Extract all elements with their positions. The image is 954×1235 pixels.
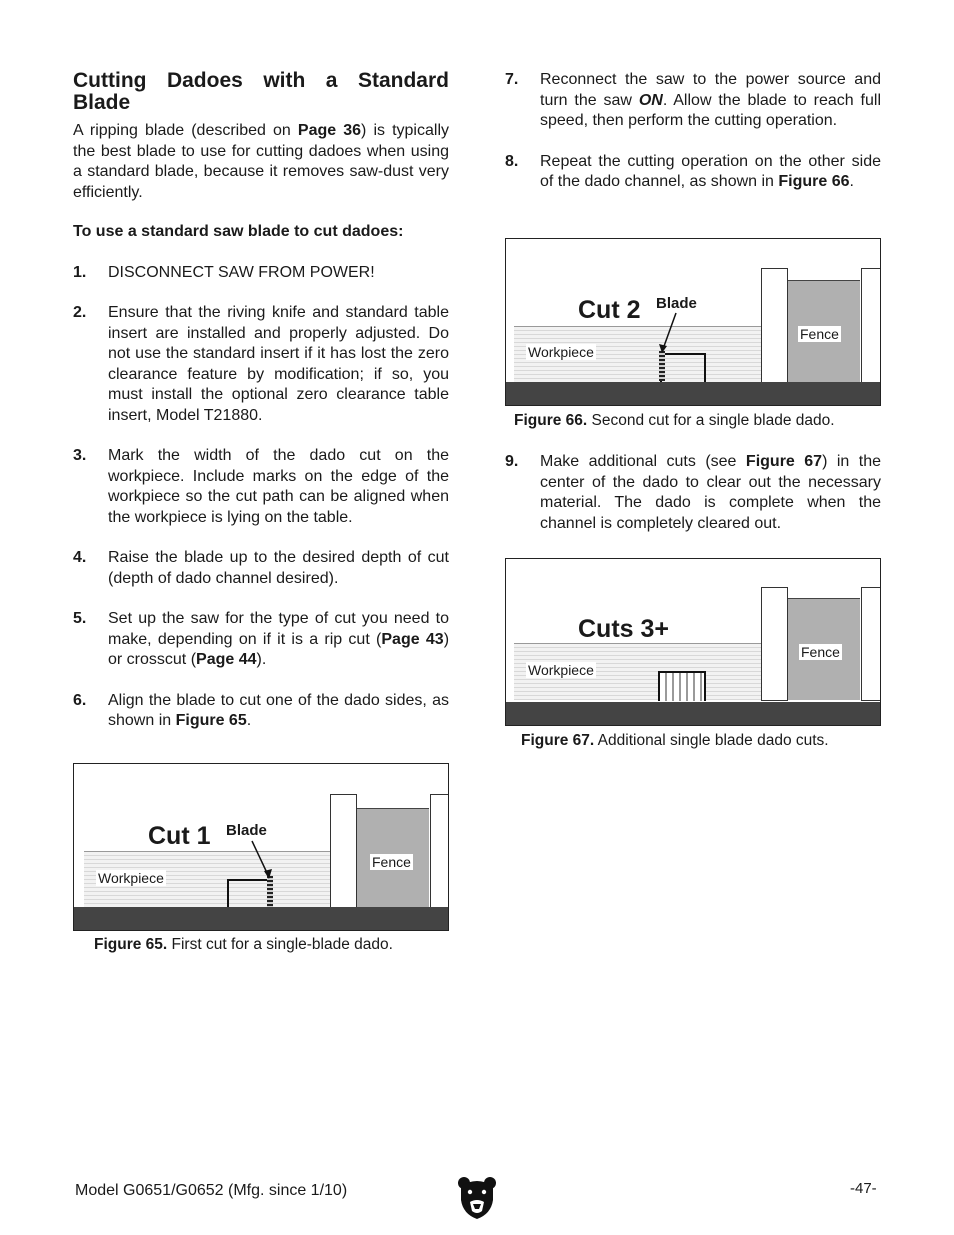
step-text: ) in the center of the dado to clear out the necessary material. The dado is complete when the channel is completely cleared out. — [540, 453, 882, 532]
step-text: Make additional cuts (see — [540, 453, 746, 470]
workpiece-label: Workpiece — [528, 662, 594, 678]
step-text: Align the blade to cut one of the dado sides, as shown in — [108, 691, 449, 729]
figure-67 — [505, 558, 881, 726]
footer-model: Model G0651/G0652 (Mfg. since 1/10) — [75, 1182, 348, 1199]
step-3 — [73, 446, 449, 528]
fence-label: Fence — [372, 854, 411, 870]
table-surface — [74, 907, 448, 930]
step-number: 7. — [505, 71, 519, 88]
step-text: . Allow the blade to reach full speed, then perform the cutting operation. — [540, 91, 881, 129]
left-column — [73, 70, 449, 732]
page-number: -47- — [850, 1180, 877, 1197]
step-1 — [73, 263, 449, 284]
procedure-subheading: To use a standard saw blade to cut dadoes: — [73, 223, 404, 240]
figure-ref: Figure 66 — [778, 173, 850, 190]
step-text: Set up the saw for the type of cut you need to make, depending on if it is a rip cut ( — [108, 610, 449, 648]
dado-cut — [660, 353, 706, 383]
step-7 — [505, 70, 881, 132]
step-number: 9. — [505, 453, 519, 470]
figure-ref: Figure 65 — [175, 712, 247, 729]
fence-post-right — [861, 587, 881, 701]
step-text: ) or crosscut ( — [108, 630, 450, 668]
caption-label: Figure 67. — [521, 732, 595, 749]
section-title — [73, 70, 449, 114]
step-number: 3. — [73, 447, 87, 464]
figure-67-caption — [521, 732, 829, 750]
right-column — [505, 70, 881, 193]
section-title-line1: Cutting Dadoes with a Standard — [73, 69, 449, 92]
bear-head-logo-icon — [457, 1176, 497, 1220]
intro-text-end: ) is typically the best blade to use for cutting dadoes when using a standard blade, because it removes saw-dust very efficiently. — [73, 122, 449, 201]
caption-text: Additional single blade dado cuts. — [594, 732, 829, 749]
figure-ref: Figure 67 — [745, 453, 823, 470]
caption-label: Figure 66. — [514, 412, 588, 429]
step-text: DISCONNECT SAW FROM POWER! — [108, 263, 375, 281]
intro-paragraph — [73, 121, 449, 203]
caption-text: First cut for a single-blade dado. — [167, 936, 393, 953]
step-number: 6. — [73, 691, 87, 709]
table-surface — [506, 382, 880, 405]
fence-label: Fence — [800, 326, 839, 342]
figure-66 — [505, 238, 881, 406]
step-number: 1. — [73, 263, 87, 281]
step-4 — [73, 548, 449, 589]
figure-65 — [73, 763, 449, 931]
emphasis-on: ON — [638, 91, 663, 109]
step-number: 5. — [73, 610, 87, 627]
step-9-block — [505, 452, 881, 534]
fence-post-right — [430, 794, 449, 910]
step-6 — [73, 691, 449, 732]
figure-66-caption — [514, 412, 835, 430]
caption-text: Second cut for a single blade dado. — [587, 412, 835, 429]
step-text: . — [849, 173, 854, 190]
section-title-line2: Blade — [73, 91, 131, 114]
step-text: . — [246, 712, 252, 729]
step-text: Reconnect the saw to the power source and turn the saw — [540, 71, 881, 109]
page-ref: Page 44 — [196, 651, 257, 668]
table-surface — [506, 702, 880, 725]
fence-post-right — [861, 268, 881, 383]
step-text: Mark the width of the dado cut on the workpiece. Include marks on the edge of the workpiece so the cut path can be aligned when the workpiece is lying on the table. — [108, 447, 449, 526]
cut-label: Cut 1 — [148, 822, 211, 850]
fence-post — [761, 268, 788, 383]
blade — [659, 351, 665, 381]
step-9 — [505, 452, 881, 534]
dado-channel — [658, 671, 706, 701]
arrow-icon — [244, 839, 284, 881]
step-text: Raise the blade up to the desired depth of cut (depth of dado channel desired). — [108, 549, 449, 587]
step-text: ). — [256, 651, 267, 668]
cut-label: Cuts 3+ — [578, 615, 670, 643]
step-2 — [73, 303, 449, 426]
step-number: 2. — [73, 304, 87, 321]
step-number: 4. — [73, 549, 87, 566]
step-5 — [73, 609, 449, 671]
workpiece-label: Workpiece — [528, 344, 594, 360]
step-text: Repeat the cutting operation on the other side of the dado channel, as shown in — [540, 152, 881, 190]
step-number: 8. — [505, 152, 519, 170]
fence-post — [330, 794, 357, 910]
intro-page-ref: Page 36 — [297, 122, 362, 139]
step-text: Ensure that the riving knife and standard table insert are installed and properly adjusted. Do not use the standard insert if it has lost the zero clearance feature by modification; if so, you must install the optional zero clearance table insert, Model T21880. — [108, 304, 449, 424]
arrow-icon — [654, 311, 684, 355]
caption-label: Figure 65. — [94, 936, 168, 953]
intro-text: A ripping blade (described on — [73, 122, 298, 139]
workpiece-label: Workpiece — [98, 870, 164, 886]
blade-label: Blade — [226, 822, 267, 839]
blade-label: Blade — [656, 295, 697, 312]
fence-label: Fence — [801, 644, 840, 660]
cut-label: Cut 2 — [578, 296, 641, 324]
page-ref: Page 43 — [381, 630, 444, 648]
step-8 — [505, 152, 881, 193]
figure-65-caption — [94, 936, 393, 954]
fence-post — [761, 587, 788, 701]
